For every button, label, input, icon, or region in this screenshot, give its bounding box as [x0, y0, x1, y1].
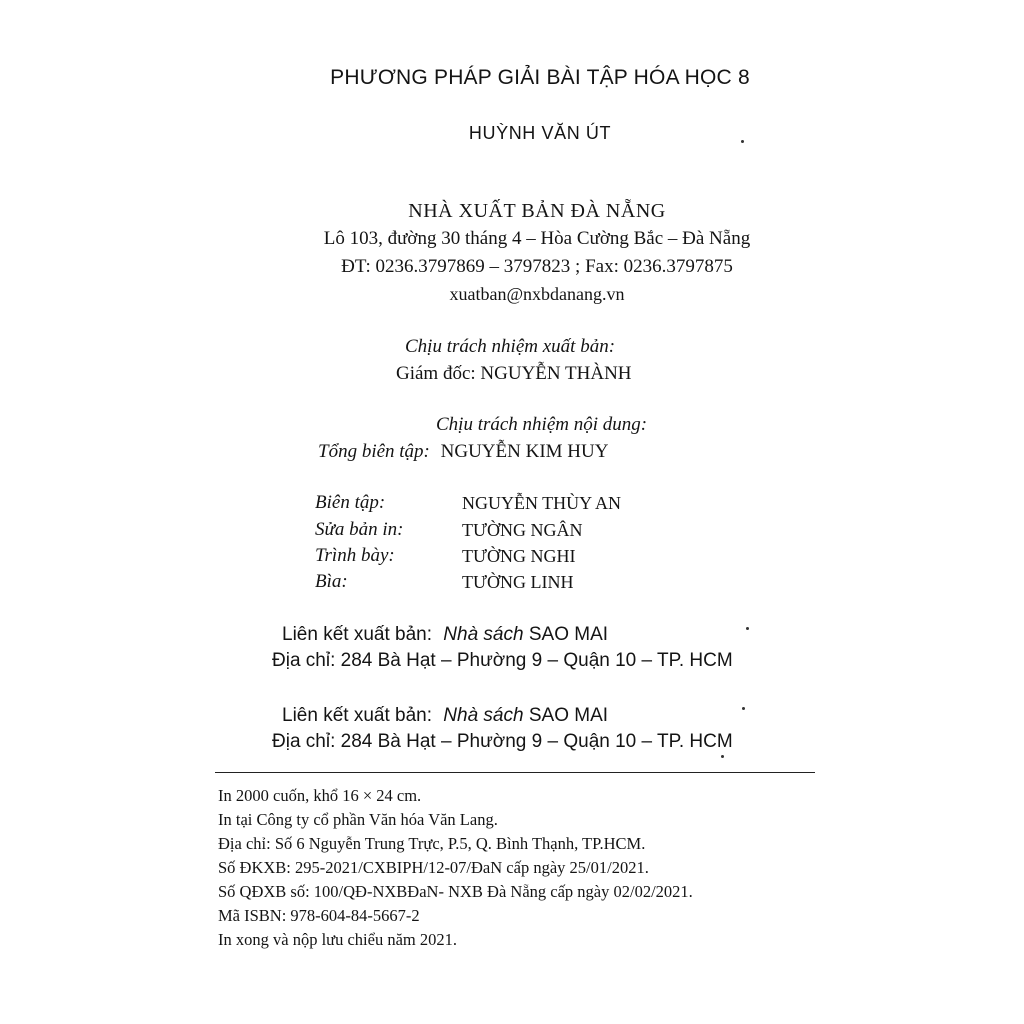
credit-role: Bìa:: [315, 571, 348, 592]
colophon-line: In xong và nộp lưu chiểu năm 2021.: [218, 930, 457, 949]
publisher-name: NHÀ XUẤT BẢN ĐÀ NẴNG: [408, 200, 666, 222]
partner-store-name: SAO MAI: [528, 624, 609, 645]
publishing-responsibility-label: Chịu trách nhiệm xuất bản:: [405, 336, 616, 357]
print-speck: [741, 140, 744, 143]
content-responsibility-label: Chịu trách nhiệm nội dung:: [436, 414, 648, 435]
chief-editor-name: NGUYỄN KIM HUY: [440, 441, 609, 462]
partner-store-prefix: Nhà sách: [443, 705, 524, 726]
publishing-director: Giám đốc: NGUYỄN THÀNH: [396, 363, 632, 384]
colophon-line: In 2000 cuốn, khổ 16 × 24 cm.: [218, 786, 422, 805]
partner-address: Địa chỉ: 284 Bà Hạt – Phường 9 – Quận 10 – TP. HCM: [272, 731, 733, 752]
colophon-line: Mã ISBN: 978-604-84-5667-2: [218, 906, 420, 925]
credit-role: Sửa bản in:: [315, 519, 404, 540]
partner-label: Liên kết xuất bản:: [282, 705, 432, 726]
partner-store-prefix: Nhà sách: [443, 624, 524, 645]
publisher-email: xuatban@nxbdanang.vn: [449, 284, 625, 304]
book-title: PHƯƠNG PHÁP GIẢI BÀI TẬP HÓA HỌC 8: [330, 66, 750, 89]
print-speck: [742, 707, 745, 710]
credit-name: TƯỜNG LINH: [462, 572, 574, 592]
publisher-address: Lô 103, đường 30 tháng 4 – Hòa Cường Bắc – Đà Nẵng: [323, 228, 751, 249]
colophon-line: Số QĐXB số: 100/QĐ-NXBĐaN- NXB Đà Nẵng cấp ngày 02/02/2021.: [218, 882, 693, 901]
book-author: HUỲNH VĂN ÚT: [468, 123, 612, 143]
print-speck: [721, 755, 724, 758]
credit-name: TƯỜNG NGHI: [462, 546, 576, 566]
print-speck: [746, 627, 749, 630]
credit-role: Trình bày:: [315, 545, 395, 566]
colophon-divider: [215, 772, 815, 773]
credit-role: Biên tập:: [315, 492, 386, 513]
partner-label: Liên kết xuất bản:: [282, 624, 432, 645]
colophon-line: Số ĐKXB: 295-2021/CXBIPH/12-07/ĐaN cấp ngày 25/01/2021.: [218, 858, 649, 877]
partner-line: [282, 705, 608, 727]
colophon-line: In tại Công ty cổ phần Văn hóa Văn Lang.: [218, 810, 498, 829]
chief-editor-label: Tổng biên tập:: [318, 441, 430, 462]
partner-address: Địa chỉ: 284 Bà Hạt – Phường 9 – Quận 10 – TP. HCM: [272, 650, 733, 671]
partner-store-name: SAO MAI: [528, 705, 609, 726]
credit-name: TƯỜNG NGÂN: [462, 520, 583, 540]
colophon-line: Địa chỉ: Số 6 Nguyễn Trung Trực, P.5, Q. Bình Thạnh, TP.HCM.: [218, 834, 646, 853]
publisher-phone: ĐT: 0236.3797869 – 3797823 ; Fax: 0236.3797875: [341, 256, 733, 277]
partner-line: [282, 624, 608, 646]
credit-name: NGUYỄN THÙY AN: [462, 493, 621, 513]
chief-editor-row: [318, 441, 608, 463]
